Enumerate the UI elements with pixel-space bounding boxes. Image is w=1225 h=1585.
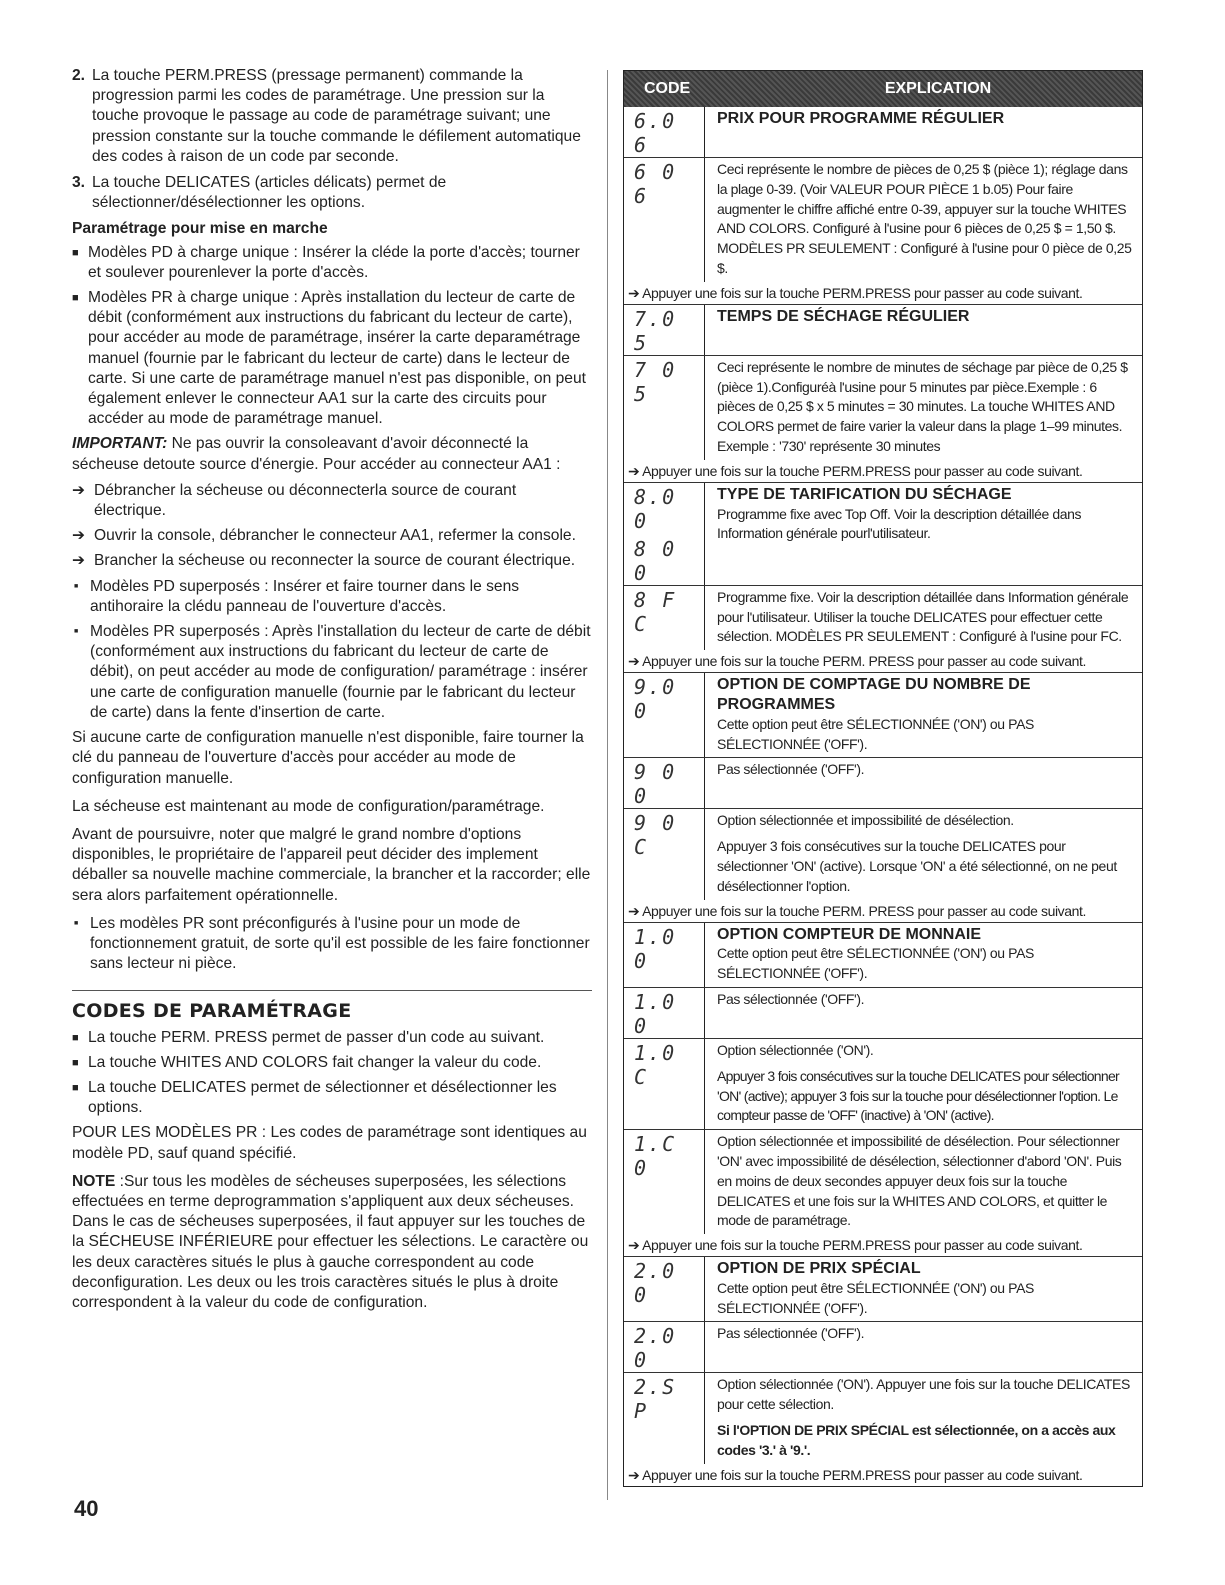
next-code-note — [624, 650, 1142, 673]
table-header — [624, 71, 1142, 107]
explanation-cell — [704, 1257, 1142, 1321]
square-bullet-icon: ■ — [74, 628, 79, 636]
codes-table — [623, 70, 1143, 1487]
code-line: 8.0 0 — [634, 484, 677, 533]
code-display — [624, 483, 704, 585]
square-bullet-icon: ■ — [72, 1056, 79, 1069]
bullet-text: Modèles PR superposés : Après l'installation du lecteur de carte de débit (conformément aux instructions du fabricant du lecteur de carte de débit), on peut accéder au mode de configuration/ paramétrage : insérer une carte de configuration manuelle (fournie par le fabricant du lecteur de carte) dans la fente d'insertion de carte. — [90, 623, 591, 721]
note-text: Appuyer une fois sur la touche PERM.PRESS pour passer au code suivant. — [642, 1466, 1083, 1483]
row-text: Cette option peut être SÉLECTIONNÉE ('ON') ou PAS SÉLECTIONNÉE ('OFF'). — [717, 1279, 1034, 1316]
bullet-text: La touche PERM. PRESS permet de passer d'un code au suivant. — [88, 1028, 545, 1046]
bullet-free-mode — [72, 914, 592, 975]
code-display: 2.0 0 — [634, 1324, 677, 1373]
explanation-cell — [704, 305, 1142, 355]
header-code: CODE — [644, 80, 691, 97]
left-column — [72, 66, 592, 1321]
note-text: Appuyer une fois sur la touche PERM. PRESS pour passer au code suivant. — [642, 653, 1087, 670]
arrow-right-icon: ➔ — [628, 1237, 643, 1254]
code-display: 7.0 5 — [634, 306, 677, 355]
arrow-right-icon: ➔ — [72, 552, 86, 570]
table-row — [624, 1373, 1142, 1463]
code-display: 9.0 0 — [634, 675, 677, 724]
section-divider — [72, 990, 592, 991]
explanation-cell — [704, 809, 1142, 899]
row-text: Appuyer 3 fois consécutives sur la touche DELICATES pour sélectionner 'ON' (active). Lorsque 'ON' a été sélectionné, on ne peut désélectionner l'option. — [717, 838, 1117, 894]
bullet-whites-colors — [72, 1053, 592, 1073]
row-title: TYPE DE TARIFICATION DU SÉCHAGE — [717, 485, 1012, 503]
item-text: La touche PERM.PRESS (pressage permanent) commande la progression parmi les codes de paramétrage. Une pression sur la touche provoque le passage au code de paramétrage suivant; une pression constante sur la touche commande le défilement automatique des codes à raison de un code par seconde. — [92, 67, 581, 165]
item-number: 2. — [72, 67, 86, 84]
table-row — [624, 923, 1142, 988]
table-row — [624, 758, 1142, 809]
step-text: Débrancher la sécheuse ou déconnecterla source de courant électrique. — [94, 481, 517, 520]
table-row — [624, 1257, 1142, 1322]
bullet-pd-stacked — [72, 577, 592, 617]
table-row — [624, 673, 1142, 758]
explanation-cell — [704, 107, 1142, 157]
code-display: 6.0 6 — [634, 109, 677, 157]
item-text: La touche DELICATES (articles délicats) permet de sélectionner/désélectionner les options. — [92, 174, 447, 212]
page-number: 40 — [74, 1496, 99, 1521]
explanation-cell — [704, 673, 1142, 757]
explanation-cell — [704, 483, 1142, 585]
code-line: 8 0 0 — [634, 536, 677, 585]
note-text: Appuyer une fois sur la touche PERM.PRESS pour passer au code suivant. — [642, 284, 1083, 301]
square-bullet-icon: ■ — [72, 1031, 79, 1044]
bullet-text: La touche DELICATES permet de sélectionner et désélectionner les options. — [88, 1078, 557, 1117]
table-row — [624, 1039, 1142, 1130]
bullet-text: Les modèles PR sont préconfigurés à l'usine pour un mode de fonctionnement gratuit, de sorte qu'il est possible de les faire fonctionner sans lecteur ni pièce. — [90, 914, 590, 973]
explanation-cell: Pas sélectionnée ('OFF'). — [704, 988, 1142, 1038]
note-label: NOTE — [72, 1172, 116, 1190]
item-number: 3. — [72, 174, 86, 192]
explanation-cell: Pas sélectionnée ('OFF'). — [704, 1322, 1142, 1372]
arrow-step-2 — [72, 526, 592, 546]
subheading-setup: Paramétrage pour mise en marche — [72, 220, 328, 238]
bullet-text: Modèles PR à charge unique : Après installation du lecteur de carte de débit (conformément aux instructions du fabricant du lecteur de carte), pour accéder au mode de paramétrage, insérer la carte deparamétrage manuel (fournie par le fabricant du lecteur de carte) dans le lecteur de carte. Si une carte de paramétrage manuel n'est pas disponible, on peut également enlever le connecteur AA1 sur la carte des circuits pour accéder au mode de paramétrage manuel. — [88, 289, 586, 428]
next-code-note — [624, 1234, 1142, 1257]
arrow-step-1 — [72, 481, 592, 521]
important-label: IMPORTANT: — [72, 435, 168, 453]
bullet-text: La touche WHITES AND COLORS fait changer la valeur du code. — [88, 1053, 542, 1071]
row-title: OPTION DE PRIX SPÉCIAL — [717, 1260, 921, 1278]
note-text: Appuyer une fois sur la touche PERM.PRESS pour passer au code suivant. — [642, 462, 1083, 479]
square-bullet-icon: ■ — [72, 246, 79, 259]
row-title: TEMPS DE SÉCHAGE RÉGULIER — [717, 307, 970, 325]
bullet-perm-press — [72, 1028, 592, 1048]
paragraph-pr-models: POUR LES MODÈLES PR : Les codes de paramétrage sont identiques au modèle PD, sauf quand spécifié. — [72, 1124, 587, 1162]
numbered-item-3 — [72, 173, 592, 213]
important-note — [72, 434, 592, 474]
explanation-cell: Programme fixe. Voir la description détaillée dans Information générale pour l'utilisateur. Utiliser la touche DELICATES pour effectuer cette sélection. MODÈLES PR SEULEMENT : Configuré à l'usine pour FC. — [704, 586, 1142, 650]
header-explanation: EXPLICATION — [884, 80, 992, 97]
row-text: Cette option peut être SÉLECTIONNÉE ('ON') ou PAS SÉLECTIONNÉE ('OFF'). — [717, 715, 1034, 752]
arrow-right-icon: ➔ — [628, 284, 643, 301]
code-display: 1.0 C — [634, 1040, 677, 1089]
row-text: Appuyer 3 fois consécutives sur la touche DELICATES pour sélectionner 'ON' (active); appuyer 3 fois sur la touche pour désélectionner l'option. Le compteur passe de 'OFF' (inactive) à 'ON' (active). — [717, 1067, 1120, 1124]
numbered-item-2 — [72, 66, 592, 167]
explanation-cell: Pas sélectionnée ('OFF'). — [704, 758, 1142, 808]
next-code-note — [624, 282, 1142, 305]
step-text: Ouvrir la console, débrancher le connecteur AA1, refermer la console. — [94, 527, 576, 545]
table-row — [624, 107, 1142, 158]
code-display: 1.0 0 — [634, 989, 677, 1038]
column-divider — [607, 70, 608, 1500]
row-text: Option sélectionnée ('ON'). — [717, 1041, 874, 1058]
code-display: 9 0 0 — [634, 760, 677, 809]
row-title: PRIX POUR PROGRAMME RÉGULIER — [717, 110, 1005, 127]
code-display: 2.S P — [634, 1375, 677, 1424]
bullet-text: Modèles PD à charge unique : Insérer la cléde la porte d'accès; tourner et soulever pourenlever la porte d'accès. — [88, 243, 580, 281]
arrow-right-icon: ➔ — [628, 653, 643, 670]
table-row — [624, 483, 1142, 586]
note-text: Appuyer une fois sur la touche PERM. PRESS pour passer au code suivant. — [642, 902, 1087, 919]
code-display: 1.0 0 — [634, 924, 677, 973]
paragraph-no-card: Si aucune carte de configuration manuelle n'est disponible, faire tourner la clé du panneau de l'ouverture d'accès pour accéder au mode de configuration manuelle. — [72, 729, 584, 787]
table-row — [624, 586, 1142, 650]
table-row — [624, 305, 1142, 356]
note-text: Appuyer une fois sur la touche PERM.PRESS pour passer au code suivant. — [642, 1237, 1083, 1254]
row-title: OPTION COMPTEUR DE MONNAIE — [717, 925, 982, 943]
note-text: :Sur tous les modèles de sécheuses superposées, les sélections effectuées en terme deprogrammation s'appliquent aux deux sécheuses. Dans le cas de sécheuses superposées, il faut appuyer sur les touches de la SÉCHEUSE INFÉRIEURE pour effectuer les sélections. Le caractère ou les deux caractères situés le plus à gauche correspondent au code deconfiguration. Les deux ou les trois caractères situés le plus à droite correspondent à la valeur du code de configuration. — [72, 1172, 589, 1311]
code-display: 1.C 0 — [634, 1132, 677, 1181]
bullet-pd-single — [72, 243, 592, 283]
explanation-cell — [704, 923, 1142, 987]
row-text: Cette option peut être SÉLECTIONNÉE ('ON') ou PAS SÉLECTIONNÉE ('OFF'). — [717, 945, 1034, 982]
table-row — [624, 158, 1142, 282]
arrow-right-icon: ➔ — [72, 481, 86, 499]
bullet-pr-stacked — [72, 622, 592, 723]
paragraph-before: Avant de poursuivre, noter que malgré le grand nombre d'options disponibles, le propriétaire de l'appareil peut décider des implement déballer sa nouvelle machine commerciale, la brancher et la raccorder; elle sera alors parfaitement opérationnelle. — [72, 825, 591, 904]
note-paragraph — [72, 1172, 592, 1313]
explanation-cell: Option sélectionnée et impossibilité de désélection. Pour sélectionner 'ON' avec impossibilité de désélection, sélectionner d'abord 'ON'. Puis en moins de deux secondes appuyer deux fois sur la touche DELICATES et une fois sur la WHITES AND COLORS, et quitter le mode de paramétrage. — [704, 1130, 1142, 1234]
arrow-right-icon: ➔ — [628, 1466, 643, 1483]
next-code-note — [624, 1464, 1142, 1486]
code-display: 2.0 0 — [634, 1259, 677, 1308]
row-text: Option sélectionnée et impossibilité de désélection. — [717, 812, 1014, 829]
explanation-cell — [704, 1039, 1142, 1129]
important-text: Ne pas ouvrir la consoleavant d'avoir déconnecté la sécheuse detoute source d'énergie. Pour accéder au connecteur AA1 : — [72, 435, 561, 473]
bullet-text: Modèles PD superposés : Insérer et faire tourner dans le sens antihoraire la clédu panneau de l'ouverture d'accès. — [90, 577, 520, 615]
table-row — [624, 356, 1142, 460]
square-bullet-icon: ■ — [74, 919, 79, 927]
section-title: CODES DE PARAMÉTRAGE — [72, 1000, 352, 1023]
arrow-right-icon: ➔ — [628, 462, 643, 479]
code-display: 8 F C — [634, 587, 677, 636]
square-bullet-icon: ■ — [72, 1081, 79, 1094]
row-text: Option sélectionnée ('ON'). Appuyer une fois sur la touche DELICATES pour cette sélection. — [717, 1376, 1130, 1413]
row-title: OPTION DE COMPTAGE DU NOMBRE DE PROGRAMMES — [717, 676, 1031, 713]
table-row — [624, 1322, 1142, 1373]
square-bullet-icon: ■ — [72, 292, 79, 305]
square-bullet-icon: ■ — [74, 582, 79, 590]
next-code-note — [624, 460, 1142, 483]
bullet-pr-single — [72, 288, 592, 429]
code-display: 7 0 5 — [634, 357, 677, 406]
explanation-cell — [704, 1373, 1142, 1463]
table-row — [624, 1130, 1142, 1234]
code-display: 6 0 6 — [634, 160, 677, 208]
code-display: 9 0 C — [634, 811, 677, 860]
row-text: Programme fixe avec Top Off. Voir la description détaillée dans Information générale pourl'utilisateur. — [717, 505, 1082, 542]
paragraph-mode: La sécheuse est maintenant au mode de configuration/paramétrage. — [72, 797, 545, 815]
explanation-cell: Ceci représente le nombre de pièces de 0,25 $ (pièce 1); réglage dans la plage 0-39. (Voir VALEUR POUR PIÈCE 1 b.05) Pour faire augmenter le chiffre affiché entre 0-39, appuyer sur la touche WHITES AND COLORS. Configuré à l'usine pour 6 pièces de 0,25 $ = 1,50 $. MODÈLES PR SEULEMENT : Configuré à l'usine pour 0 pièce de 0,25 $. — [704, 158, 1142, 282]
table-row — [624, 988, 1142, 1039]
arrow-step-3 — [72, 551, 592, 571]
next-code-note — [624, 900, 1142, 923]
arrow-right-icon: ➔ — [72, 527, 86, 545]
arrow-right-icon: ➔ — [628, 902, 643, 919]
explanation-cell: Ceci représente le nombre de minutes de séchage par pièce de 0,25 $ (pièce 1).Configuréà l'usine pour 5 minutes par pièce.Exemple : 6 pièces de 0,25 $ x 5 minutes = 30 minutes. La touche WHITES AND COLORS permet de faire varier la valeur dans la plage 1–99 minutes. Exemple : '730' représente 30 minutes — [704, 356, 1142, 460]
step-text: Brancher la sécheuse ou reconnecter la source de courant électrique. — [94, 552, 576, 570]
row-bold-text: Si l'OPTION DE PRIX SPÉCIAL est sélectionnée, on a accès aux codes '3.' à '9.'. — [717, 1422, 1116, 1458]
table-row — [624, 809, 1142, 899]
bullet-delicates — [72, 1078, 592, 1118]
